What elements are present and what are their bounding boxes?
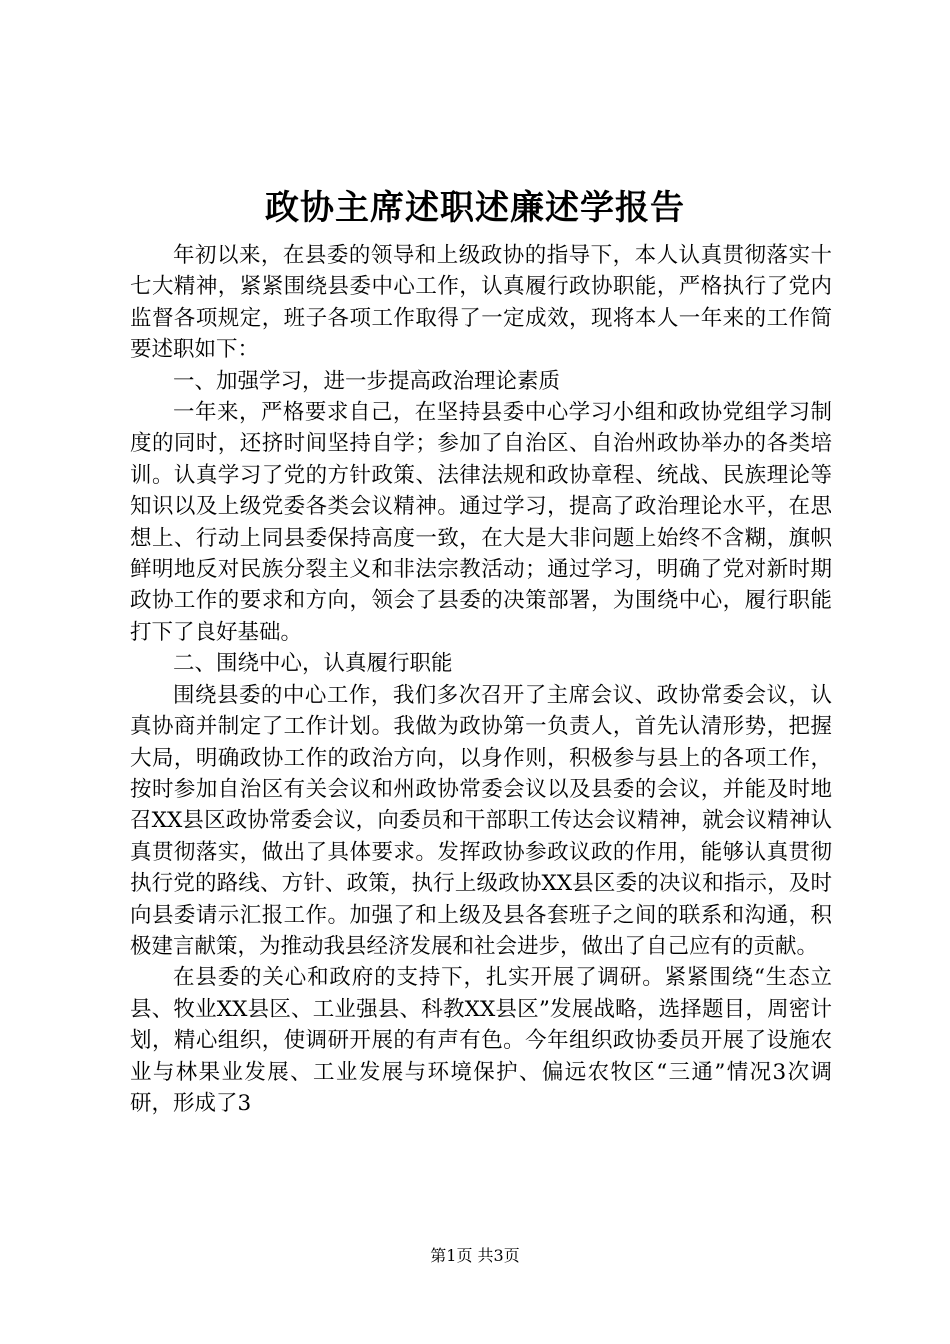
page-footer: 第1页 共3页 — [430, 1246, 520, 1265]
paragraph: 围绕县委的中心工作，我们多次召开了主席会议、政协常委会议，认真协商并制定了工作计划。我做为政协第一负责人，首先认清形势，把握大局，明确政协工作的政治方向，以身作则，积极参与县上的各项工作，按时参加自治区有关会议和州政协常委会议以及县委的会议，并能及时地召XX县区政协常委会议，向委员和干部职工传达会议精神，就会议精神认真贯彻落实，做出了具体要求。发挥政协参政议政的作用，能够认真贯彻执行党的路线、方针、政策，执行上级政协XX县区委的决议和指示，及时向县委请示汇报工作。加强了和上级及县各套班子之间的联系和沟通，积极建言献策，为推动我县经济发展和社会进步，做出了自己应有的贡献。 — [130, 682, 832, 959]
section-heading: 一、加强学习，进一步提高政治理论素质 — [173, 368, 561, 394]
paragraph: 在县委的关心和政府的支持下，扎实开展了调研。紧紧围绕“生态立县、牧业XX县区、工业强县、科教XX县区”发展战略，选择题目，周密计划，精心组织，使调研开展的有声有色。今年组织政协委员开展了设施农业与林果业发展、工业发展与环境保护、偏远农牧区“三通”情况3次调研，形成了3 — [130, 965, 832, 1116]
section-heading: 二、围绕中心，认真履行职能 — [173, 651, 453, 677]
paragraph: 一年来，严格要求自己，在坚持县委中心学习小组和政协党组学习制度的同时，还挤时间坚持自学；参加了自治区、自治州政协举办的各类培训。认真学习了党的方针政策、法律法规和政协章程、统战、民族理论等知识以及上级党委各类会议精神。通过学习，提高了政治理论水平，在思想上、行动上同县委保持高度一致，在大是大非问题上始终不含糊，旗帜鲜明地反对民族分裂主义和非法宗教活动；通过学习，明确了党对新时期政协工作的要求和方向，领会了县委的决策部署，为围绕中心，履行职能打下了良好基础。 — [130, 400, 832, 645]
paragraph: 年初以来，在县委的领导和上级政协的指导下，本人认真贯彻落实十七大精神，紧紧围绕县委中心工作，认真履行政协职能，严格执行了党内监督各项规定，班子各项工作取得了一定成效，现将本人一年来的工作简要述职如下： — [130, 243, 832, 363]
document-title: 政协主席述职述廉述学报告 — [265, 188, 685, 228]
document-body — [130, 240, 832, 1119]
